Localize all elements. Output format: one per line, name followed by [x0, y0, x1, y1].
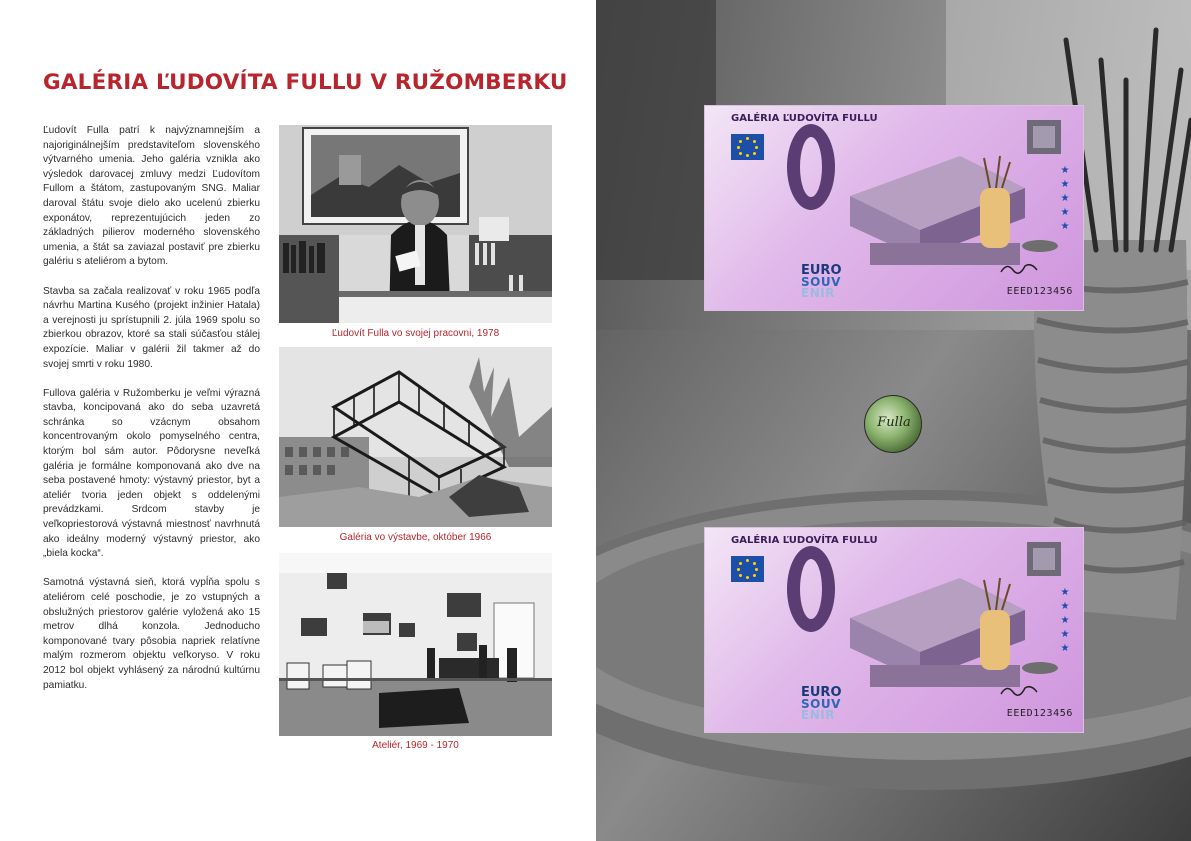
star-icon: ★ — [1060, 207, 1070, 218]
hologram-sticker — [864, 395, 922, 453]
eu-flag-icon — [731, 556, 764, 582]
photo-fulla-study — [279, 125, 552, 323]
paragraph-2: Stavba sa začala realizovať v roku 1965 podľa návrhu Martina Kusého (projekt inžinier Hatala) a verejnosti ju sprístupnili 2. júla 1969 spolu so zbierkou obrazov, ktoré sa stali súčasťou stálej expozície. Maliar v galérii žil takmer až do svojej smrti v roku 1980. — [43, 285, 260, 370]
photo-atelier — [279, 553, 552, 736]
right-page — [596, 0, 1191, 841]
page-title: GALÉRIA ĽUDOVÍTA FULLU V RUŽOMBERKU — [43, 70, 568, 95]
banknote-front-2 — [704, 527, 1084, 733]
star-icon: ★ — [1060, 179, 1070, 190]
paragraph-3: Fullova galéria v Ružomberku je veľmi výrazná stavba, koncipovaná ako do seba uzavretá schránka so vzácnym obsahom koncentrovaným okolo pomyselného centra, ktorým bol sám autor. Pôdorysne neveľká galéria je formálne komponovaná ako dve na seba postavené hmoty: výstavný priestor, byt a ateliér tvoria jeden objekt s oddelenými prevádzkami. Srdcom stavby je veľkopriestorová výstavná miestnosť navrhnutá ako ideálny moderný výstavný priestor, ako „biela kocka“. — [43, 387, 260, 560]
star-icon: ★ — [1060, 629, 1070, 640]
star-icon: ★ — [1060, 643, 1070, 654]
star-icon: ★ — [1060, 165, 1070, 176]
signature-icon — [999, 682, 1039, 698]
gallery-building-illustration — [850, 148, 1065, 268]
eu-flag-icon — [731, 134, 764, 160]
caption-photo-1: Ľudovít Fulla vo svojej pracovni, 1978 — [331, 328, 500, 339]
souvenir-label: SOUV — [801, 697, 841, 711]
article-body — [43, 124, 260, 708]
star-icon: ★ — [1060, 601, 1070, 612]
gallery-building-illustration — [850, 570, 1065, 690]
euro-label: EURO — [801, 263, 842, 278]
denomination-zero — [787, 546, 835, 632]
star-column — [1059, 164, 1071, 234]
souvenir-label: SOUV — [801, 275, 841, 289]
banknote-title: GALÉRIA ĽUDOVÍTA FULLU — [731, 113, 878, 124]
souvenir-label-2: ENIR — [801, 286, 835, 300]
banknote-front-1 — [704, 105, 1084, 311]
hologram-text: Fulla — [877, 415, 911, 430]
euro-label: EURO — [801, 685, 842, 700]
caption-photo-3: Ateliér, 1969 - 1970 — [372, 740, 459, 751]
star-column — [1059, 586, 1071, 656]
star-icon: ★ — [1060, 615, 1070, 626]
signature-icon — [999, 260, 1039, 276]
paragraph-1: Ľudovít Fulla patrí k najvýznamnejším a najoriginálnejším predstaviteľom slovenského výtvarného umenia. Jeho galéria vznikla ako výsledok darovacej zmluvy medzi Ľudovítom Fullom a štátom, zastupovaným SNG. Maliar daroval štátu svoje dielo ako ucelenú zbierku exponátov, reprezentujúcich jeden zo základných pilierov moderného slovenského umenia, a štát sa zaviazal postaviť pre zbierku galériu s ateliérom a bytom. — [43, 125, 260, 268]
star-icon: ★ — [1060, 193, 1070, 204]
corner-emblem-icon — [1027, 542, 1061, 576]
banknote-title: GALÉRIA ĽUDOVÍTA FULLU — [731, 535, 878, 546]
paragraph-4: Samotná výstavná sieň, ktorá vypĺňa spolu s ateliérom celé poschodie, je zo vstupných a obslužných priestorov galérie vyložená ako 15 metrov dlhá konzola. Jednoducho komponované tvary pôsobia napriek relatívne malým rozmerom objektu veľkoryso. V roku 2012 bol objekt vyhlásený za národnú kultúrnu pamiatku. — [43, 577, 260, 691]
serial-number: EEED123456 — [1006, 708, 1073, 719]
star-icon: ★ — [1060, 221, 1070, 232]
corner-emblem-icon — [1027, 120, 1061, 154]
star-icon: ★ — [1060, 587, 1070, 598]
caption-photo-2: Galéria vo výstavbe, október 1966 — [339, 532, 492, 543]
souvenir-label-2: ENIR — [801, 708, 835, 722]
serial-number: EEED123456 — [1006, 286, 1073, 297]
denomination-zero — [787, 124, 835, 210]
photo-construction — [279, 347, 552, 527]
